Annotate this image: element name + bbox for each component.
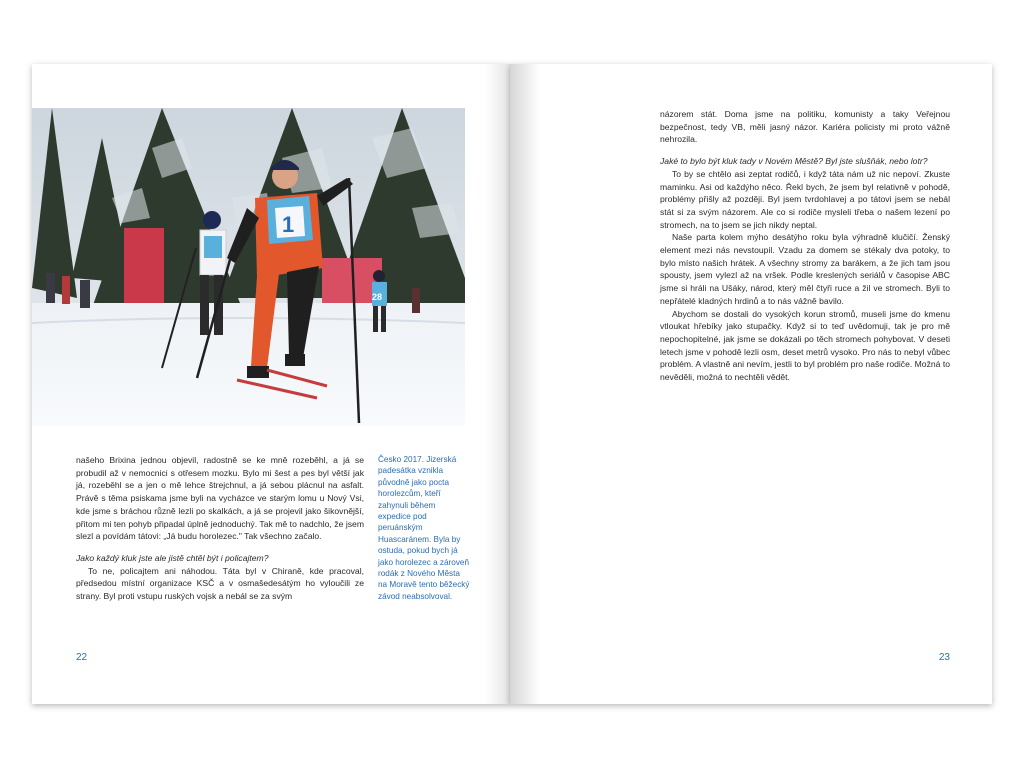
paragraph: To ne, policajtem ani náhodou. Táta byl v Chiraně, kde pracoval, předsedou místní organizace KSČ a v osmašedesátým ho vyloučili ze strany. Byl proti vstupu ruských vojsk a nebál se za svým [76,565,364,602]
interview-question: Jako každý kluk jste ale jistě chtěl být i policajtem? [76,552,269,563]
paragraph: názorem stát. Doma jsme na politiku, komunisty a taky Veřejnou bezpečnost, tedy VB, měli jasný názor. Kariéra policisty mi proto vážně nehrozila. [660,109,950,145]
left-page [32,64,510,704]
page-number: 23 [938,652,950,663]
photo-illustration [32,108,465,426]
gutter-shadow [484,64,510,704]
paragraph: Abychom se dostali do vysokých korun stromů, museli jsme do kmenu vtloukat hřebíky jako stupačky. Když si to teď uvědomuji, tak je pro mě nepochopitelné, jak jsme se dokázali po těch stromech pohybovat. V deseti letech jsme v pohodě lezli osm, deset metrů vysoko. Pro nás to nebyl vůbec problém. A vlastně ani nevím, jestli to byl problém pro naše rodiče. Možná to nevěděli, možná to nechtěli vědět. [660,308,950,383]
paragraph: Naše parta kolem mýho desátýho roku byla výhradně klučičí. Ženský element mezi nás nevstoupil. Vzadu za domem se stékaly dva potoky, to bylo místo našich hrátek. A všechny stromy za barákem, a že jich tam jsou spousty, jsem vylezl až na vršek. Podle kreslených seriálů v časopise ABC jsme si hráli na Ušáky, národ, který měl čtyři ruce a žil ve stromech. Byli to nepřátelé kladných hrdinů a to nás vážně bavilo. [660,232,950,306]
right-text-column [660,108,950,384]
banner-left [124,228,164,308]
right-page [510,64,992,704]
paragraph: našeho Brixina jednou objevil, radostně se ke mně rozeběhl, a já se probudil až v nemocnici s otřesem mozku. Bylo mi šest a pes byl větší jak já, rozeběhl se a jen o mě lehce štrejchnul, a já sebou plácnul na asfalt. Právě s těma psiskama jsme byli na vycházce ve starým lomu u Nový Vsi, kde jsme s bráchou různě lezli po skalkách, a já se projevil jako šikovnější, přitom mi ten pohyb připadal úplně jednoduchý. Tak mě to nadchlo, že jsem slezl a povídám tátovi: „Já budu horolezec." Tak všechno začalo. [76,455,364,542]
page-number: 22 [76,652,88,663]
photo-caption: Česko 2017. Jizerská padesátka vznikla původně jako pocta horolezcům, kteří zahynuli během expedice pod peruánským Huascaránem. Byla by ostuda, pokud bych já jako horolezec a zároveň rodák z Nového Města na Moravě tento běžecký závod neabsolvoval. [378,455,470,601]
gutter-shadow [510,64,540,704]
svg-text:1: 1 [282,212,295,237]
interview-question: Jaké to bylo být kluk tady v Novém Městě? Byl jste slušňák, nebo lotr? [660,156,928,167]
svg-text:28: 28 [372,292,383,302]
paragraph: To by se chtělo asi zeptat rodičů, i když táta nám už nic nepoví. Zkuste maminku. Asi od každýho něco. Řekl bych, že jsem byl relativně v pohodě, problémy přišly až později. Byl jsem tvrdohlavej a po tátovi jsem se nebál stát si za svým názorem. Ale co si rodiče mysleli třeba o našem lezení po stromech, na to jsem se jich nikdy neptal. [660,168,950,230]
left-text-column [76,454,364,603]
book-spread [32,64,992,704]
cross-country-skier-photo [32,108,465,426]
